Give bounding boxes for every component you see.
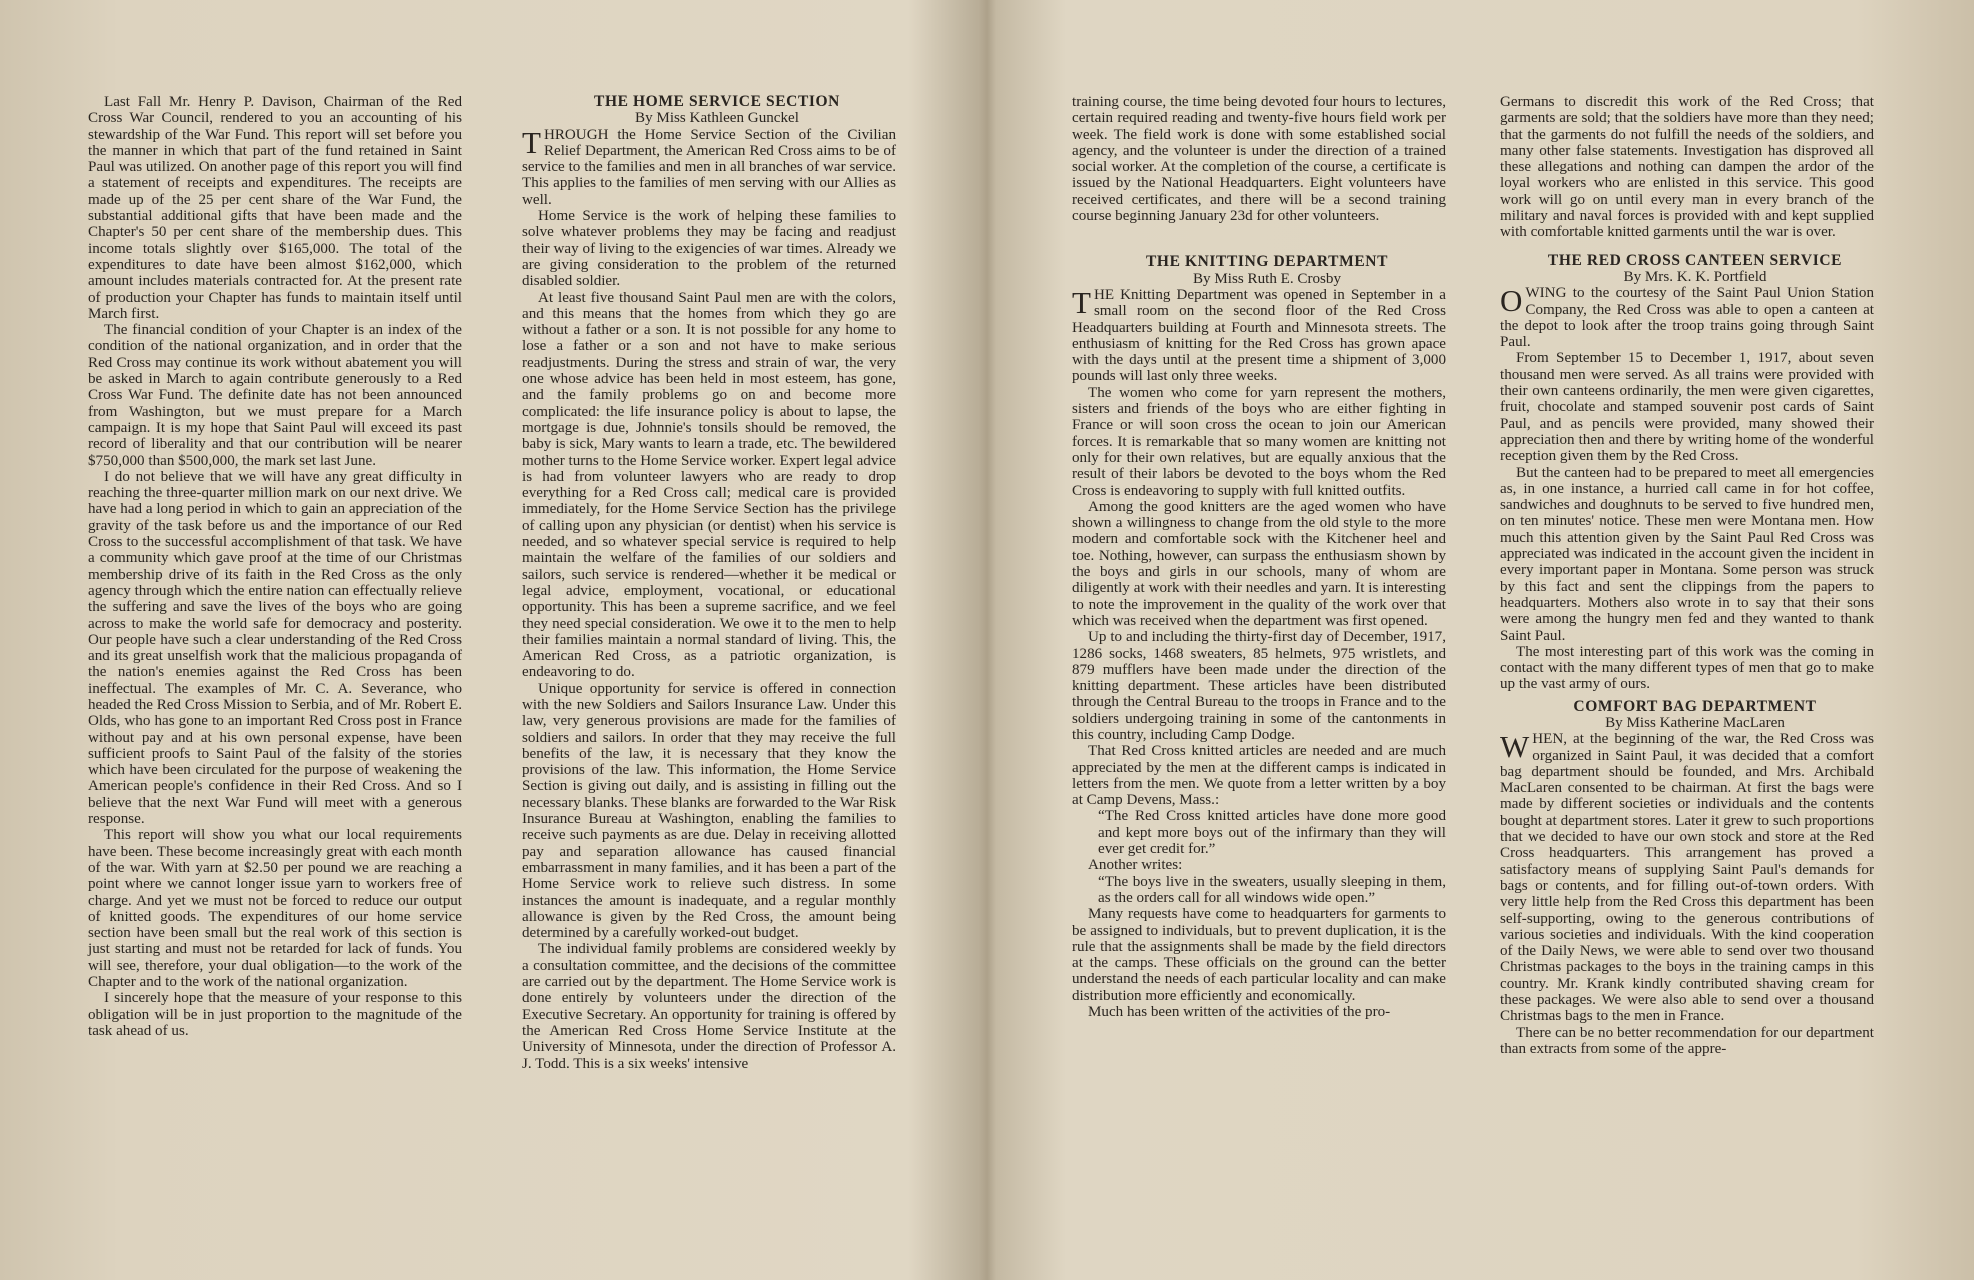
lead-paragraph <box>1072 284 1446 385</box>
lead-paragraph <box>522 124 896 208</box>
byline: By Miss Katherine MacLaren <box>1605 714 1785 731</box>
paragraph: There can be no better recommendation for our department than extracts from some of the appre- <box>1500 1024 1874 1057</box>
column-3 <box>1072 94 1446 1020</box>
column-2 <box>522 94 896 1072</box>
column-1 <box>88 94 462 1039</box>
lead-paragraph <box>1500 285 1874 350</box>
paragraph: Much has been written of the activities of the pro- <box>1088 1004 1391 1021</box>
byline: By Miss Kathleen Gunckel <box>635 110 799 127</box>
paragraph: Unique opportunity for service is offered in connection with the new Soldiers and Sailors Insurance Law. Under this law, very generous provisions are made for the families of soldiers and sailors. In order that they may receive the full benefits of the law, it is necessary that they know the provisions of the law. This information, the Home Service Section is giving out daily, and is assisting in filling out the necessary blanks. These blanks are forwarded to the War Risk Insurance Bureau at Washington, enabling the families to receive such payments as are due. Delay in receiving allotted pay and separation allowance has caused financial embarrassment in many families, and it has been a part of the Home Service work to relieve such distress. In some instances the amount is inadequate, and a regular monthly allowance is given by the Red Cross, the amount being determined by a carefully worked-out budget. <box>522 680 896 942</box>
paragraph: Many requests have come to headquarters for garments to be assigned to individuals, but to prevent duplication, it is the rule that the assignments shall be made by the field directors at the camps. These officials on the ground can the better understand the needs of each particular locality and can make distribution more efficiently and economically. <box>1072 906 1446 1004</box>
paragraph: The individual family problems are considered weekly by a consultation committee, and the decisions of the committee are carried out by the department. The Home Service work is done entirely by volunteers under the direction of the Executive Secretary. An opportunity for training is offered by the American Red Cross Home Service Institute at the University of Minnesota, under the direction of Professor A. J. Todd. This is a six weeks' intensive <box>522 941 896 1072</box>
paragraph: That Red Cross knitted articles are needed and are much appreciated by the men at the different camps is indicated in letters from the men. We quote from a letter written by a boy at Camp Devens, Mass.: <box>1072 743 1446 809</box>
section-heading-knitting: THE KNITTING DEPARTMENT <box>1145 253 1389 271</box>
paragraph: This report will show you what our local requirements have been. These become increasingly great with each month of the war. With yarn at $2.50 per pound we are reaching a point where we cannot longer issue yarn to workers free of charge. And yet we must not be forced to reduce our output of knitted goods. The expenditures of our home service section have been small but the real work of this section is just starting and must not be retarded for lack of funds. You will see, therefore, your dual obligation—to the work of the Chapter and to the work of the national organization. <box>88 827 462 991</box>
drop-cap: T <box>522 124 541 160</box>
lead-text: HEN, at the beginning of the war, the Red Cross was organized in Saint Paul, it was decided that a comfort bag department should be founded, and Mrs. Archibald MacLaren consented to be chairman. At first the bags were made by different societies or individuals and the contents bought at department stores. Later it grew to such proportions that we decided to have our own stock and store at the Red Cross headquarters. This arrangement has proved a satisfactory means of supplying Saint Paul's demands for bags or contents, and for filling out-of-town orders. With very little help from the Red Cross this department has been self-supporting, owing to the generous contributions of various societies and individuals. With the kind cooperation of the Daily News, we were able to send over two thousand Christmas packages to the boys in the training camps in this country. Mr. Krank kindly contributed shaving cream for these packages. We were also able to send over a thousand Christmas bags to the men in France. <box>1500 731 1874 1025</box>
paragraph: The women who come for yarn represent the mothers, sisters and friends of the boys who are either fighting in France or will soon cross the ocean to join our American forces. It is remarkable that so many women are knitting not only for their own relatives, but are equally anxious that the result of their labors be devoted to the boys whom the Red Cross is endeavoring to supply with full knitted outfits. <box>1072 384 1446 499</box>
paragraph: Among the good knitters are the aged women who have shown a willingness to change from the old style to the more modern and comfortable sock with the Kitchener heel and toe. Nothing, however, can surpass the enthusiasm shown by the boys and girls in our schools, many of whom are diligently at work with their needles and yarn. It is interesting to note the improvement in the quality of the work over that which was received when the department was first opened. <box>1072 498 1446 629</box>
paragraph: Last Fall Mr. Henry P. Davison, Chairman of the Red Cross War Council, rendered to you an accounting of his stewardship of the War Fund. This report will set before you the manner in which that part of the fund retained in Saint Paul was utilized. On another page of this report you will find a statement of receipts and expenditures. The receipts are made up of the 25 per cent share of the War Fund, the substantial additional gifts that have been made and the Chapter's 50 per cent share of the membership dues. This income totals slightly over $165,000. The total of the expenditures to date have been almost $162,000, which amount includes materials contracted for. At the present rate of production your Chapter has funds to maintain itself until March first. <box>88 94 462 322</box>
byline: By Mrs. K. K. Portfield <box>1623 268 1767 285</box>
quotation: “The Red Cross knitted articles have done more good and kept more boys out of the infirmary than they will ever get credit for.” <box>1098 808 1446 858</box>
drop-cap: T <box>1072 284 1091 320</box>
byline: By Miss Ruth E. Crosby <box>1192 270 1342 287</box>
paragraph: But the canteen had to be prepared to meet all emergencies as, in one instance, a hurried call came in for hot coffee, sandwiches and doughnuts to be served to five hundred men, on ten minutes' notice. These men were Montana men. How much this attention given by the Saint Paul Red Cross was appreciated was indicated in the account given the incident in every important paper in Montana. Some person was struck by this fact and sent the clippings from the papers to headquarters. Mothers also wrote in to say that their sons were among the hungry men fed and they wanted to thank Saint Paul. <box>1500 464 1874 644</box>
lead-text: WING to the courtesy of the Saint Paul Union Station Company, the Red Cross was able to open a canteen at the depot to look after the troop trains going through Saint Paul. <box>1500 285 1874 351</box>
paragraph: The financial condition of your Chapter is an index of the condition of the national organization, and in order that the Red Cross may continue its work without abatement you will be asked in March to again contribute generously to a Red Cross War Fund. The definite date has not been announced from Washington, but we must prepare for a March campaign. It is my hope that Saint Paul will exceed its past record of liberality and that our contribution will be nearer $750,000 than $500,000, the mark set last June. <box>88 322 462 469</box>
section-heading-canteen: THE RED CROSS CANTEEN SERVICE <box>1547 251 1843 269</box>
quotation: “The boys live in the sweaters, usually sleeping in them, as the orders call for all windows wide open.” <box>1098 873 1446 906</box>
paragraph: At least five thousand Saint Paul men are with the colors, and this means that the homes from which they go are without a father or a son. It is not possible for any home to lose a father or a son and not have to make serious readjustments. During the stress and strain of war, the very one whose advice has been held in most esteem, has gone, and the family problems go on and become more complicated: the life insurance policy is about to lapse, the mortgage is due, Johnnie's tonsils should be removed, the baby is sick, Mary wants to learn a trade, etc. The bewildered mother turns to the Home Service worker. Expert legal advice is had from volunteer lawyers who are ready to drop everything for a Red Cross call; medical care is provided immediately, for the Home Service Section has the privilege of calling upon any physician (or dentist) when his service is needed, and so whatever special service is required to help maintain the welfare of the families of our soldiers and sailors, such service is rendered—whether it be medical or legal advice, employment, vocational, or educational opportunity. This has been a supreme sacrifice, and we feel they need special consideration. We owe it to the men to help their families maintain a normal standard of living. This, the American Red Cross, as a patriotic organization, is endeavoring to do. <box>522 289 896 681</box>
attribution: Another writes: <box>1088 857 1183 874</box>
lead-text: HROUGH the Home Service Section of the Civilian Relief Department, the American Red Cross aims to be of service to the families and men in all branches of war service. This applies to the families of men serving with our Allies as well. <box>522 126 896 208</box>
continued-paragraph: Germans to discredit this work of the Red Cross; that garments are sold; that the soldiers have more than they need; that the garments do not fulfill the needs of the soldiers, and many other false statements. Investigation has disproved all these allegations and nothing can dampen the ardor of the loyal workers who are enlisted in this service. This good work will go on until every man in every branch of the military and naval forces is provided with and kept supplied with comfortable knitted garments until the war is over. <box>1500 94 1874 241</box>
center-fold <box>978 0 996 1280</box>
paragraph: From September 15 to December 1, 1917, about seven thousand men were served. As all trains were provided with their own canteens ordinarily, the men were given cigarettes, fruit, chocolate and stamped souvenir post cards of Saint Paul, and as pencils were provided, many showed their appreciation then and there by writing home of the wonderful reception given them by the Red Cross. <box>1500 350 1874 465</box>
drop-cap: W <box>1500 729 1530 765</box>
section-heading-home-service: THE HOME SERVICE SECTION <box>594 93 840 110</box>
paragraph: I do not believe that we will have any great difficulty in reaching the three-quarter million mark on our next drive. We have had a long period in which to gain an appreciation of the gravity of the task before us and the importance of our Red Cross to the successful accomplishment of that task. We have a community which gave proof at the time of our Christmas membership drive of its faith in the Red Cross as the only agency through which the entire nation can effectually relieve the suffering and save the lives of the boys who are going across to make the world safe for democracy and posterity. Our people have such a clear understanding of the Red Cross and its great unselfish work that the malicious propaganda of the nation's enemies against the Red Cross has been ineffectual. The examples of Mr. C. A. Severance, who headed the Red Cross Mission to Serbia, and of Mr. Robert E. Olds, who has gone to an important Red Cross post in France without pay and at his own personal expense, have been sufficient proofs to Saint Paul of the falsity of the stories which have been circulated for the purpose of weakening the American people's confidence in their Red Cross. And so I believe that the next War Fund will meet with a generous response. <box>88 468 462 828</box>
lead-text: HE Knitting Department was opened in September in a small room on the second floor of the Red Cross Headquarters building at Fourth and Minnesota streets. The enthusiasm of knitting for the Red Cross has grown apace with the days until at the present time a shipment of 3,000 pounds will last only three weeks. <box>1072 286 1446 385</box>
lead-paragraph <box>1500 731 1874 1024</box>
section-heading-comfort-bag: COMFORT BAG DEPARTMENT <box>1573 697 1817 715</box>
paragraph: I sincerely hope that the measure of your response to this obligation will be in just proportion to the magnitude of the task ahead of us. <box>88 990 462 1039</box>
paragraph: The most interesting part of this work was the coming in contact with the many different types of men that go to make up the vast army of ours. <box>1500 643 1874 693</box>
column-4 <box>1500 94 1874 1057</box>
drop-cap: O <box>1500 283 1523 319</box>
paragraph: Up to and including the thirty-first day of December, 1917, 1286 socks, 1468 sweaters, 85 helmets, 975 wristlets, and 879 mufflers have been made under the direction of the knitting department. These articles have been distributed through the Central Bureau to the troops in France and to the soldiers undergoing training in some of the cantonments in this country, including Camp Dodge. <box>1072 629 1446 743</box>
continued-paragraph: training course, the time being devoted four hours to lectures, certain required reading and twenty-five hours field work per week. The field work is done with some established social agency, and the volunteer is under the direction of a trained social worker. At the completion of the course, a certificate is issued by the National Headquarters. Eight volunteers have received certificates, and there will be a second training course beginning January 23d for other volunteers. <box>1072 94 1446 225</box>
paragraph: Home Service is the work of helping these families to solve whatever problems they may be facing and readjust their way of living to the exigencies of war times. Already we are giving consideration to the problem of the returned disabled soldier. <box>522 208 896 290</box>
